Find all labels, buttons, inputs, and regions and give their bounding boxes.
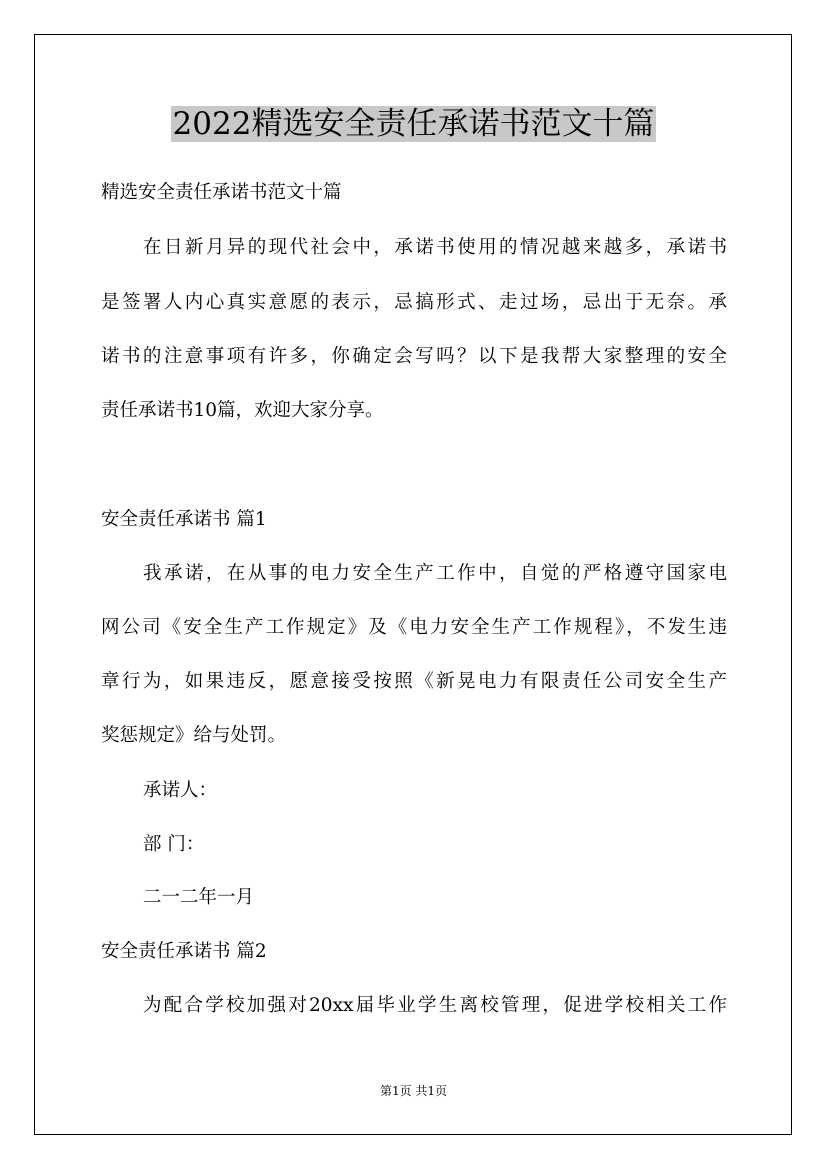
document-title [0, 104, 827, 144]
document-title-text: 2022精选安全责任承诺书范文十篇 [172, 106, 655, 142]
section1-body-line-1: 我承诺，在从事的电力安全生产工作中，自觉的严格遵守国家电 [143, 563, 727, 584]
document-subtitle: 精选安全责任承诺书范文十篇 [101, 182, 342, 203]
department-label: 部 门： [143, 834, 205, 855]
section2-body-line-1: 为配合学校加强对20xx届毕业学生离校管理，促进学校相关工作 [143, 995, 727, 1016]
page-footer: 第1页 共1页 [379, 1084, 448, 1098]
section2-heading: 安全责任承诺书 篇2 [101, 941, 267, 962]
intro-line-1: 在日新月异的现代社会中，承诺书使用的情况越来越多，承诺书 [143, 237, 727, 258]
signer-label: 承诺人： [143, 780, 218, 801]
section1-body-line-2: 网公司《安全生产工作规定》及《电力安全生产工作规程》，不发生违 [101, 617, 727, 638]
intro-line-2: 是签署人内心真实意愿的表示，忌搞形式、走过场，忌出于无奈。承 [101, 292, 727, 313]
signature-date: 二一二年一月 [143, 887, 255, 908]
section1-body-line-4: 奖惩规定》给与处罚。 [101, 725, 287, 746]
section1-body-line-3: 章行为，如果违反，愿意接受按照《新晃电力有限责任公司安全生产 [101, 671, 727, 692]
intro-line-3: 诺书的注意事项有许多，你确定会写吗？以下是我帮大家整理的安全 [101, 346, 727, 367]
section1-heading: 安全责任承诺书 篇1 [101, 509, 267, 530]
intro-line-4: 责任承诺书10篇，欢迎大家分享。 [101, 400, 384, 421]
